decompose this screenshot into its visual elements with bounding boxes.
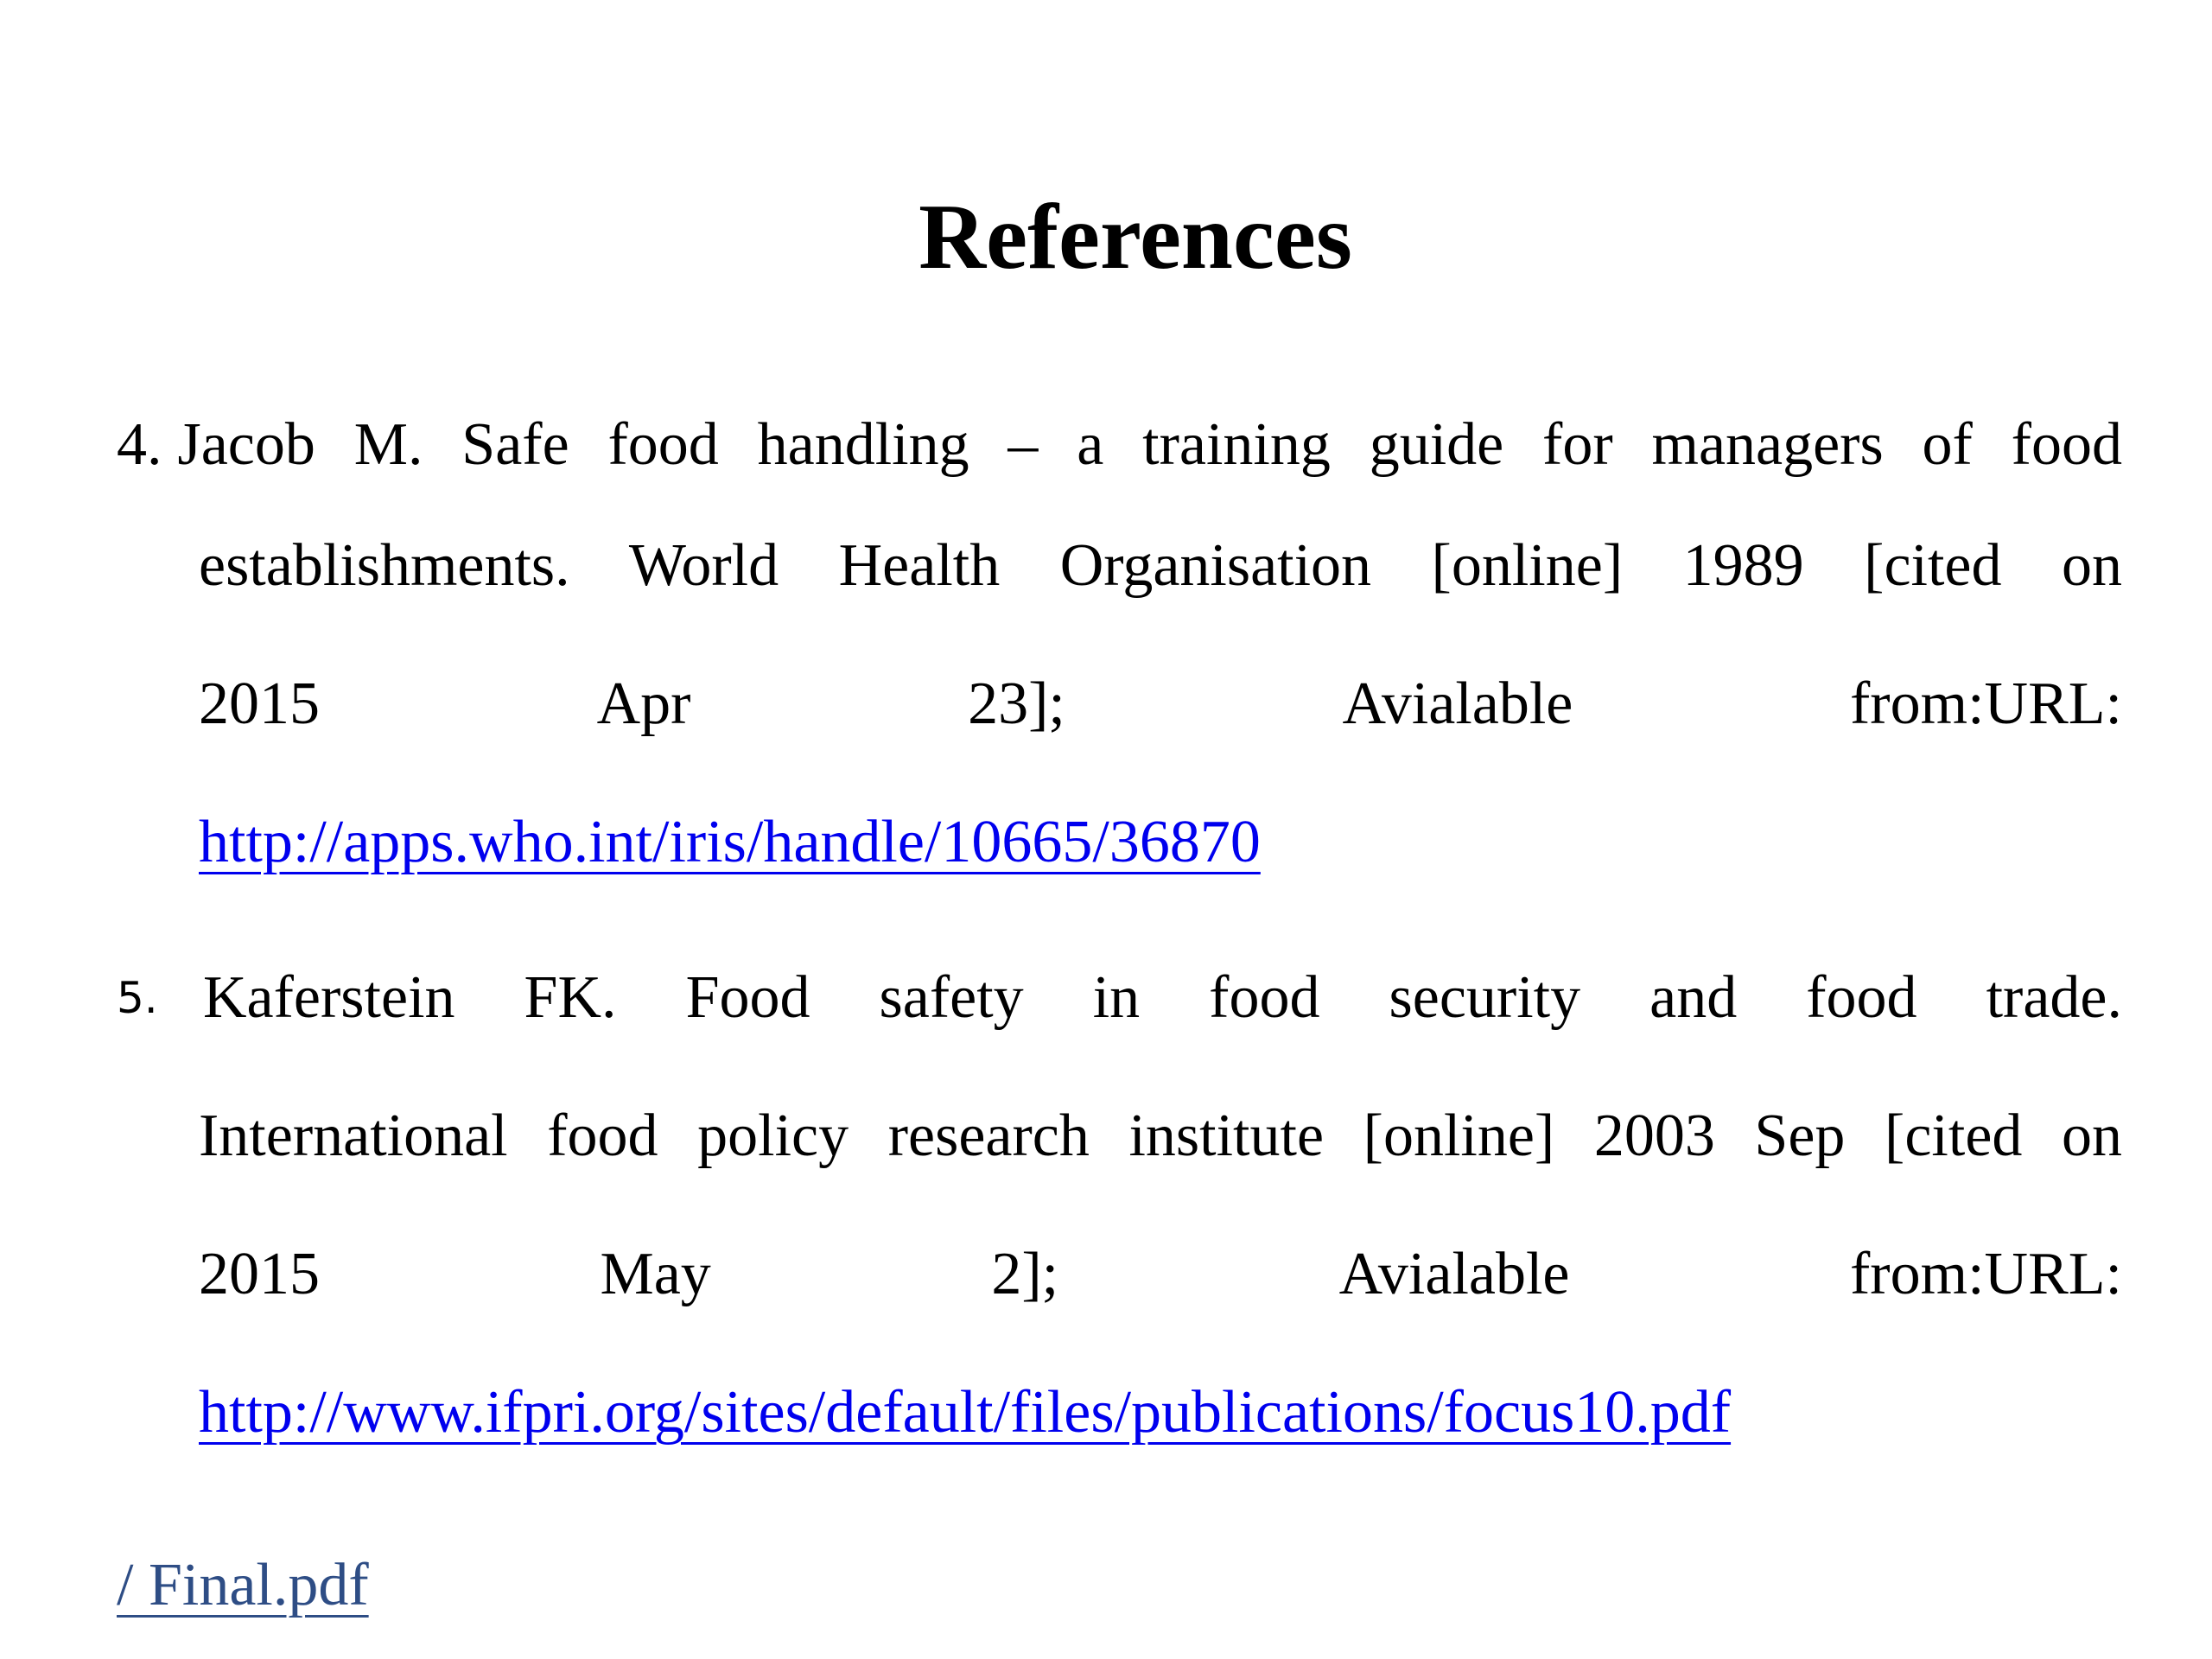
reference-line [199, 1231, 2122, 1318]
reference-word: 23]; [968, 671, 1065, 737]
reference-text: International food policy research institute [online] 2003 Sep [cited on [199, 1103, 2122, 1169]
reference-number: 4. [117, 411, 162, 478]
reference-line [117, 955, 2122, 1041]
reference-text: establishments. World Health Organisation [online] 1989 [cited on [199, 532, 2122, 599]
reference-word: May [600, 1241, 711, 1307]
footer-file-link[interactable]: / Final.pdf [117, 1552, 369, 1618]
reference-text: Kaferstein FK. Food safety in food security and food trade. [203, 964, 2122, 1031]
reference-word: from:URL: [1850, 671, 2122, 737]
reference-text: Jacob M. Safe food handling – a training guide for managers of food [177, 411, 2122, 478]
reference-line [199, 661, 2122, 747]
reference-word: 2015 [199, 671, 320, 737]
page-title: References [918, 186, 1352, 289]
reference-word: Apr [596, 671, 691, 737]
reference-url-link[interactable]: http://www.ifpri.org/sites/default/files/publications/focus10.pdf [199, 1379, 1732, 1446]
reference-word: Avialable [1342, 671, 1573, 737]
reference-url-link[interactable]: http://apps.who.int/iris/handle/10665/36870 [199, 809, 1261, 875]
reference-line [199, 1370, 2122, 1456]
reference-word: Avialable [1338, 1241, 1570, 1307]
reference-word: 2]; [991, 1241, 1059, 1307]
reference-word: 2015 [199, 1241, 320, 1307]
reference-number: 5. [117, 973, 158, 1023]
reference-word: from:URL: [1850, 1241, 2122, 1307]
reference-line [117, 402, 2122, 488]
reference-line [199, 799, 2122, 886]
